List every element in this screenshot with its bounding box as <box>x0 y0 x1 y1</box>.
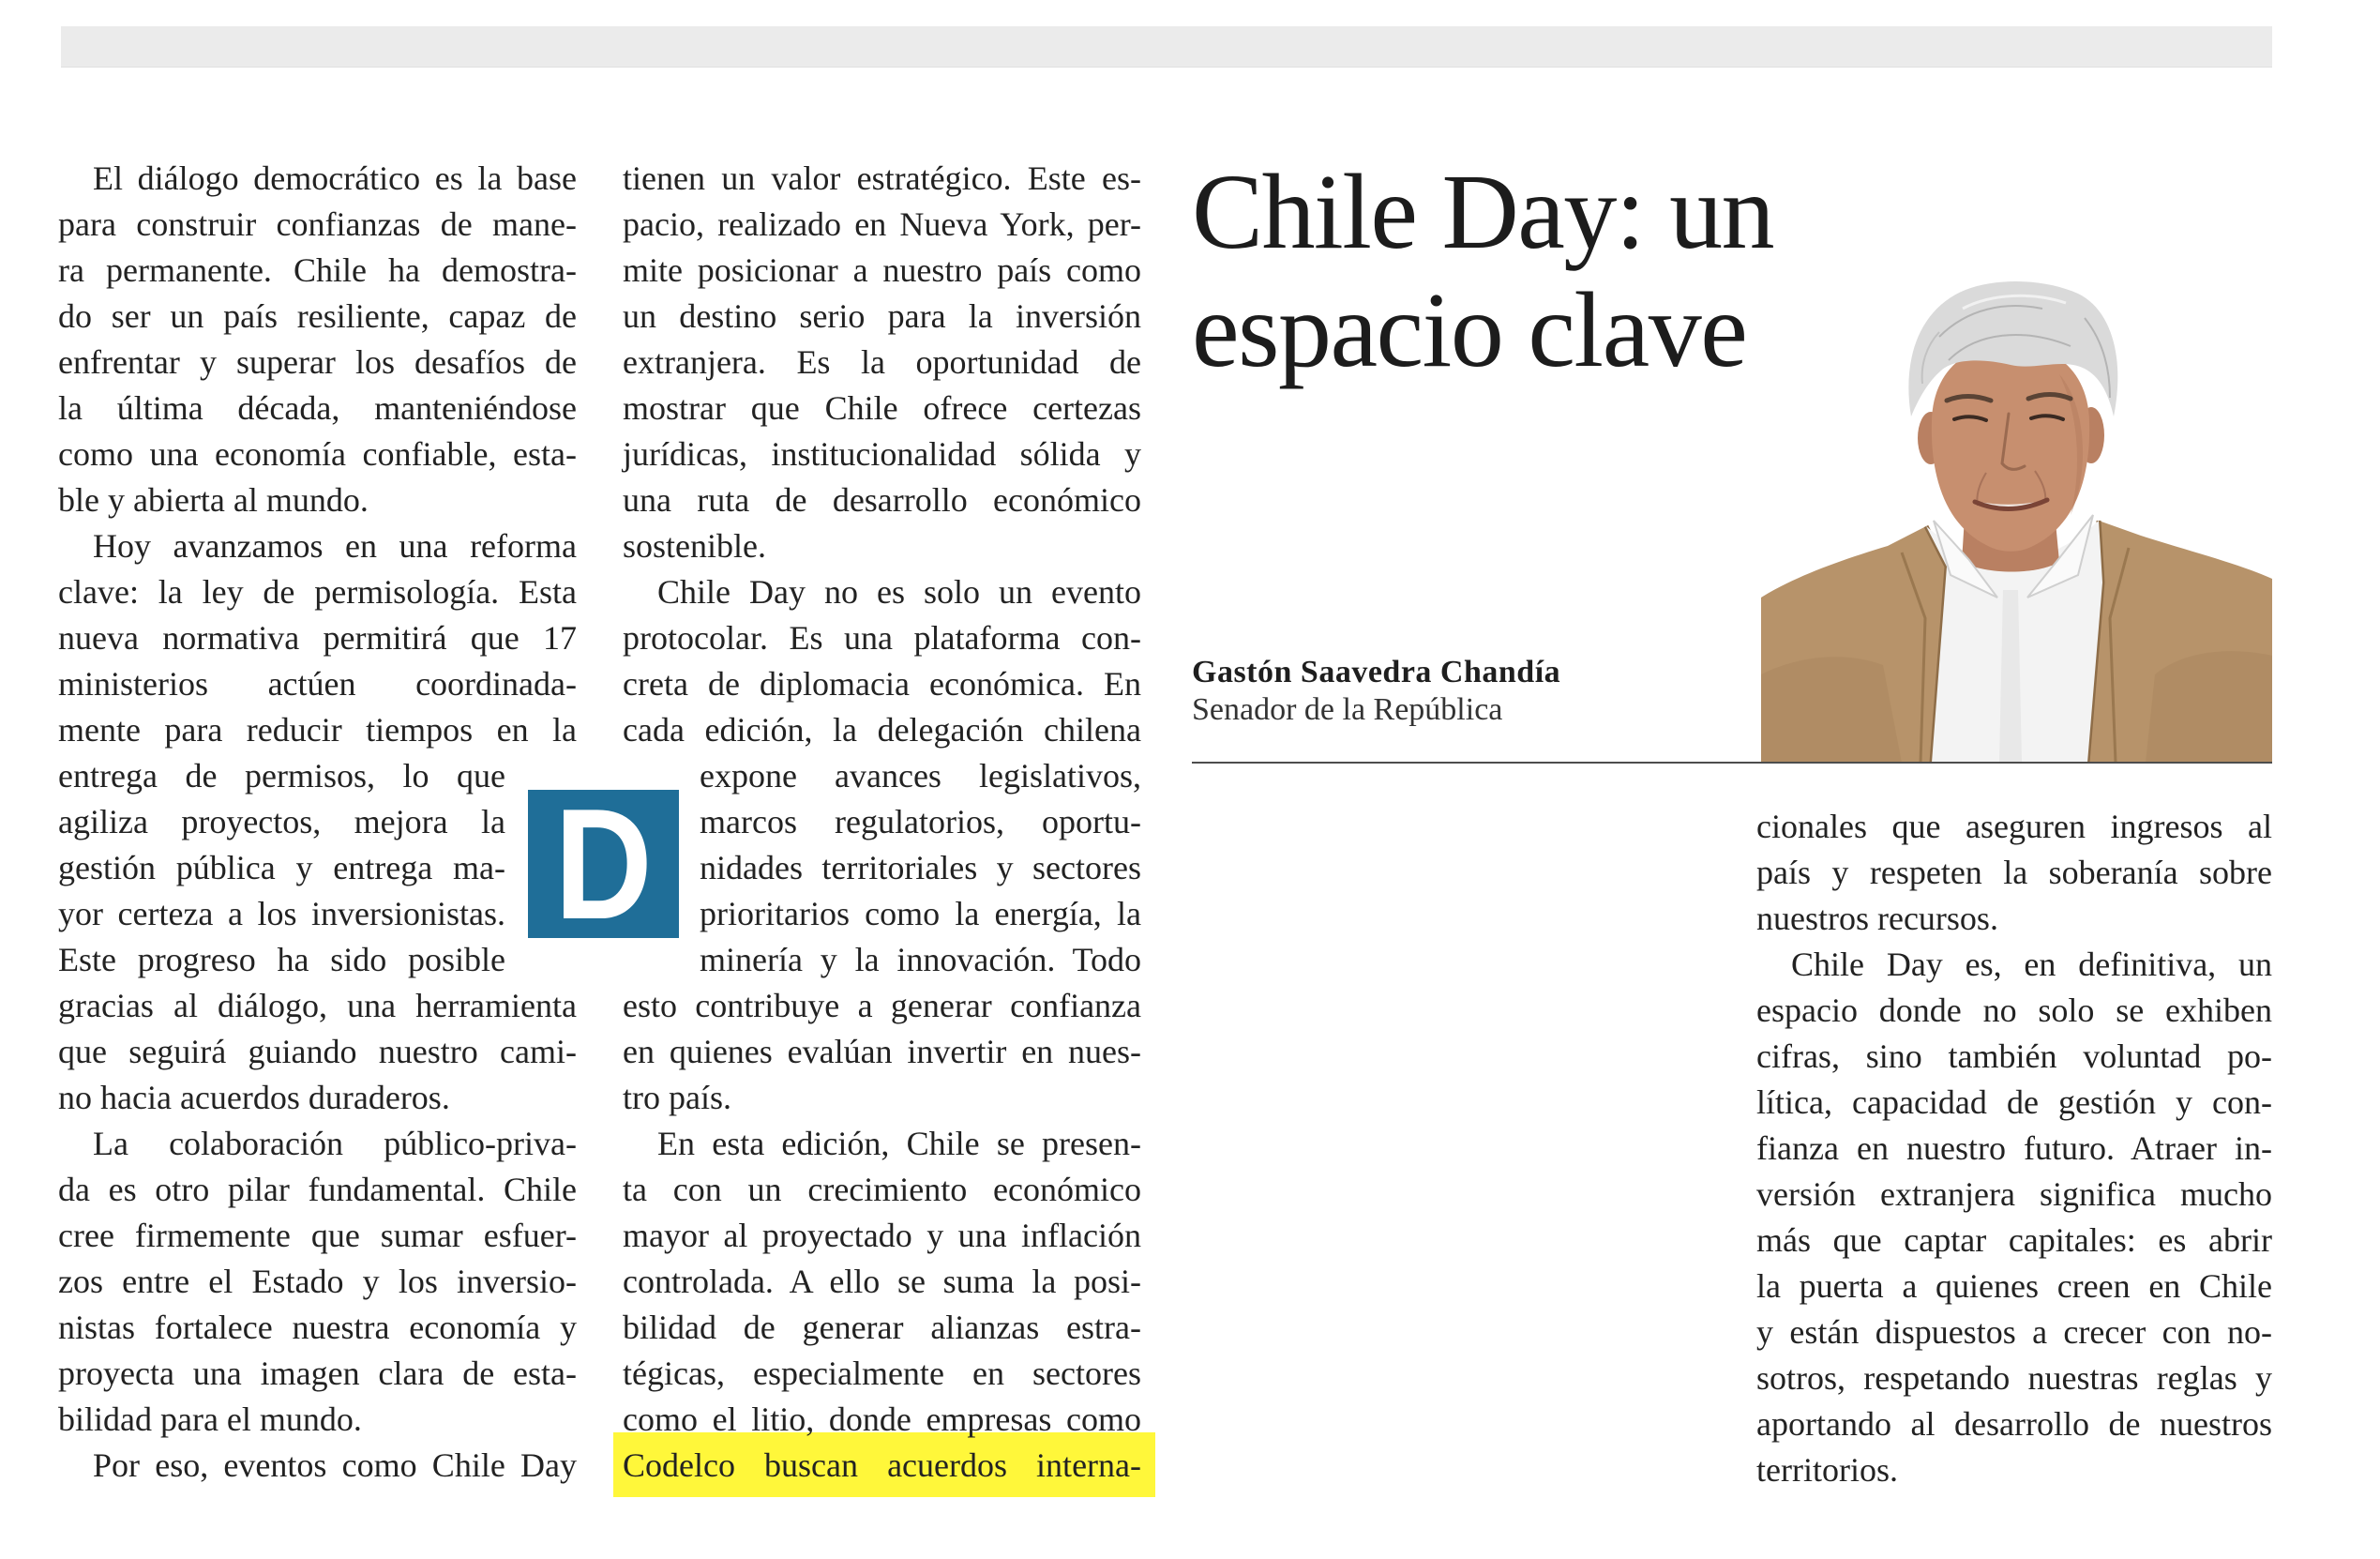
paragraph <box>58 156 577 523</box>
text-line: nueva normativa permitirá que 17 <box>58 619 577 657</box>
text-line: la última década, manteniéndose <box>58 389 577 427</box>
paragraph <box>58 523 577 1121</box>
paragraph <box>58 1443 577 1489</box>
text-line: proyecta una imagen clara de esta- <box>58 1355 577 1392</box>
paragraph <box>58 1121 577 1443</box>
text-line: bilidad para el mundo. <box>58 1400 362 1438</box>
text-line: nistas fortalece nuestra economía y <box>58 1309 577 1346</box>
text-line: aportando al desarrollo de nuestros <box>1756 1405 2272 1443</box>
text-line: En esta edición, Chile se presen- <box>657 1125 1141 1162</box>
top-bar <box>61 26 2272 68</box>
body-column-1 <box>58 156 577 1489</box>
text-line: esto contribuye a generar confianza <box>623 987 1141 1024</box>
text-line: país y respeten la soberanía sobre <box>1756 854 2272 891</box>
text-line: enfrentar y superar los desafíos de <box>58 343 577 381</box>
text-line: gracias al diálogo, una herramienta <box>58 987 577 1024</box>
text-line: Chile Day no es solo un evento <box>657 573 1141 611</box>
headline-line-1: Chile Day: un <box>1192 152 1774 271</box>
drop-cap-box <box>528 790 679 938</box>
text-line: agiliza proyectos, mejora la <box>58 803 505 840</box>
text-line: ra permanente. Chile ha demostra- <box>58 251 577 289</box>
text-line: ta con un crecimiento económico <box>623 1171 1141 1208</box>
text-line: sotros, respetando nuestras reglas y <box>1756 1359 2272 1397</box>
byline-rule <box>1192 762 2272 764</box>
text-line: jurídicas, institucionalidad sólida y <box>623 435 1141 473</box>
text-line: una ruta de desarrollo económico <box>623 481 1141 519</box>
body-column-3 <box>1756 804 2272 1493</box>
text-line: do ser un país resiliente, capaz de <box>58 297 577 335</box>
text-line: protocolar. Es una plataforma con- <box>623 619 1141 657</box>
text-line: ble y abierta al mundo. <box>58 481 369 519</box>
text-line: yor certeza a los inversionistas. <box>58 895 505 932</box>
text-line: da es otro pilar fundamental. Chile <box>58 1171 577 1208</box>
text-line: para construir confianzas de mane- <box>58 205 577 243</box>
text-line: lítica, capacidad de gestión y con- <box>1756 1083 2272 1121</box>
text-line: que seguirá guiando nuestro cami- <box>58 1033 577 1070</box>
text-line: mayor al proyectado y una inflación <box>623 1217 1141 1254</box>
text-line: gestión pública y entrega ma- <box>58 849 505 886</box>
text-line: en quienes evalúan invertir en nues- <box>623 1033 1141 1070</box>
text-line: mostrar que Chile ofrece certezas <box>623 389 1141 427</box>
text-line: sostenible. <box>623 527 766 565</box>
portrait-face <box>1932 344 2089 552</box>
text-line: un destino serio para la inversión <box>623 297 1141 335</box>
text-line: no hacia acuerdos duraderos. <box>58 1079 450 1116</box>
text-line: más que captar capitales: es abrir <box>1756 1221 2272 1259</box>
text-line: versión extranjera significa mucho <box>1756 1175 2272 1213</box>
text-line: Chile Day es, en definitiva, un <box>1791 946 2272 983</box>
text-line: expone avances legislativos, <box>700 757 1141 795</box>
paragraph <box>623 1121 1141 1489</box>
text-line: El diálogo democrático es la base <box>93 159 577 197</box>
text-line: creta de diplomacia económica. En <box>623 665 1141 703</box>
text-line: extranjera. Es la oportunidad de <box>623 343 1141 381</box>
text-line: nidades territoriales y sectores <box>700 849 1141 886</box>
paragraph <box>1756 804 2272 942</box>
article-headline <box>1192 153 1792 389</box>
drop-cap-letter: D <box>554 790 653 938</box>
text-line: bilidad de generar alianzas estra- <box>623 1309 1141 1346</box>
body-column-2 <box>623 156 1141 1489</box>
text-line: y están dispuestos a crecer con no- <box>1756 1313 2272 1351</box>
text-line: como una economía confiable, esta- <box>58 435 577 473</box>
text-line: cree firmemente que sumar esfuer- <box>58 1217 577 1254</box>
text-line: mite posicionar a nuestro país como <box>623 251 1141 289</box>
author-name: Gastón Saavedra Chandía <box>1192 655 1561 689</box>
text-line: ministerios actúen coordinada- <box>58 665 577 703</box>
text-line: espacio donde no solo se exhiben <box>1756 991 2272 1029</box>
text-line: controlada. A ello se suma la posi- <box>623 1263 1141 1300</box>
paragraph <box>623 156 1141 569</box>
text-line: la puerta a quienes creen en Chile <box>1756 1267 2272 1305</box>
paragraph <box>623 569 1141 1121</box>
paragraph <box>1756 942 2272 1493</box>
text-line: clave: la ley de permisología. Esta <box>58 573 577 611</box>
text-line: tégicas, especialmente en sectores <box>623 1355 1141 1392</box>
text-line: mente para reducir tiempos en la <box>58 711 577 749</box>
text-line: tienen un valor estratégico. Este es- <box>623 159 1141 197</box>
text-line: Este progreso ha sido posible <box>58 941 505 978</box>
author-photo <box>1761 280 2272 763</box>
text-line: fianza en nuestro futuro. Atraer in- <box>1756 1129 2272 1167</box>
text-line: zos entre el Estado y los inversio- <box>58 1263 577 1300</box>
text-line: Hoy avanzamos en una reforma <box>93 527 577 565</box>
text-line: La colaboración público-priva- <box>93 1125 577 1162</box>
text-line: nuestros recursos. <box>1756 900 1998 937</box>
text-line: territorios. <box>1756 1451 1898 1489</box>
text-line: cifras, sino también voluntad po- <box>1756 1037 2272 1075</box>
text-line: pacio, realizado en Nueva York, per- <box>623 205 1141 243</box>
text-line: entrega de permisos, lo que <box>58 757 505 795</box>
text-line: cionales que aseguren ingresos al <box>1756 808 2272 845</box>
text-line: minería y la innovación. Todo <box>700 941 1141 978</box>
text-line: tro país. <box>623 1079 731 1116</box>
text-line: como el litio, donde empresas como <box>623 1400 1141 1438</box>
author-role: Senador de la República <box>1192 692 1503 727</box>
text-line: Por eso, eventos como Chile Day <box>93 1446 577 1484</box>
headline-line-2: espacio clave <box>1192 270 1747 389</box>
text-line: marcos regulatorios, oportu- <box>700 803 1141 840</box>
text-line: cada edición, la delegación chilena <box>623 711 1141 749</box>
text-line: prioritarios como la energía, la <box>700 895 1141 932</box>
author-byline <box>1192 654 1560 729</box>
highlighted-text-line: Codelco buscan acuerdos interna- <box>623 1446 1141 1484</box>
